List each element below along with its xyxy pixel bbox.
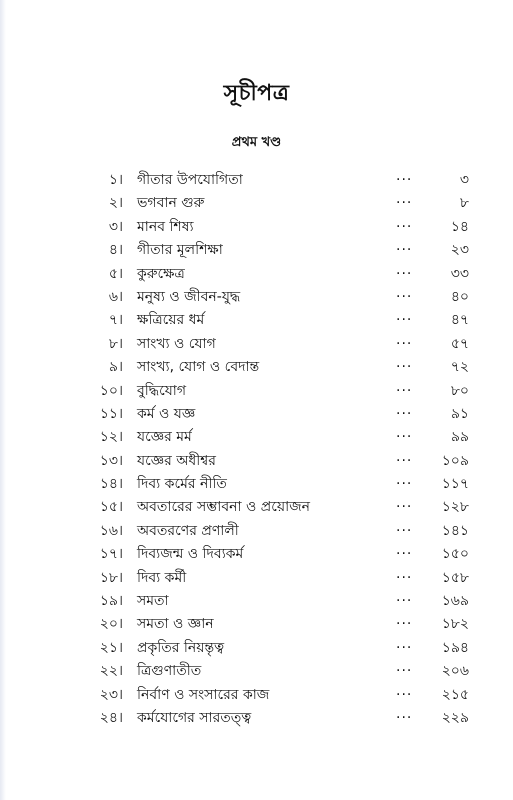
chapter-number: ৬। xyxy=(108,288,123,305)
dot-leader: ... xyxy=(396,238,413,255)
dot-leader: ... xyxy=(396,168,413,184)
page-number: ১৯৪ xyxy=(441,639,469,656)
page-number: ৫৭ xyxy=(450,335,469,352)
chapter-number: ২৩। xyxy=(99,686,123,703)
toc-entry xyxy=(0,446,513,469)
chapter-number: ১৫। xyxy=(99,499,123,516)
chapter-title: দিব্য কর্মের নীতি xyxy=(137,476,227,493)
chapter-number: ২। xyxy=(108,195,123,212)
chapter-number: ১৩। xyxy=(99,452,123,469)
dot-leader: ... xyxy=(396,401,413,418)
page-number: ১১৭ xyxy=(441,476,469,493)
toc-entry xyxy=(0,235,513,258)
chapter-title: অবতারের সম্ভাবনা ও প্রয়োজন xyxy=(137,499,311,516)
chapter-number: ২০। xyxy=(99,616,123,633)
dot-leader: ... xyxy=(396,308,413,325)
dot-leader: ... xyxy=(396,589,413,606)
dot-leader: ... xyxy=(396,635,413,652)
chapter-number: ৫। xyxy=(108,265,123,282)
dot-leader: ... xyxy=(396,331,413,348)
chapter-number: ১। xyxy=(108,172,123,188)
dot-leader: ... xyxy=(396,378,413,395)
toc-entry xyxy=(0,656,513,679)
dot-leader: ... xyxy=(396,214,413,231)
toc-entry xyxy=(0,469,513,492)
toc-entry xyxy=(0,563,513,586)
toc-entry xyxy=(0,399,513,422)
dot-leader: ... xyxy=(396,355,413,372)
dot-leader: ... xyxy=(396,612,413,629)
chapter-title: মানব শিষ্য xyxy=(137,218,194,235)
page-number: ১৫৮ xyxy=(441,569,469,586)
page-number: ৪০ xyxy=(450,288,469,305)
chapter-title: কর্ম ও যজ্ঞ xyxy=(137,405,196,422)
page-number: ২৩ xyxy=(450,242,469,259)
toc-entry xyxy=(0,680,513,703)
table-of-contents xyxy=(0,165,513,726)
chapter-title: ভগবান গুরু xyxy=(137,195,205,212)
chapter-title: কুরুক্ষেত্র xyxy=(137,265,185,282)
dot-leader: ... xyxy=(396,472,413,489)
chapter-title: গীতার উপযোগিতা xyxy=(137,172,243,188)
page-number: ১০৯ xyxy=(441,452,469,469)
chapter-number: ২১। xyxy=(99,639,123,656)
page-number: ১৪১ xyxy=(441,522,469,539)
page-number: ৭২ xyxy=(450,359,469,376)
part-heading: প্রথম খণ্ড xyxy=(231,135,282,150)
page-number: ১৬৯ xyxy=(441,593,469,610)
toc-entry xyxy=(0,305,513,328)
dot-leader: ... xyxy=(396,495,413,512)
toc-entry xyxy=(0,352,513,375)
toc-entry xyxy=(0,539,513,562)
page-number: ৪৭ xyxy=(450,312,469,329)
page-number: ২২৯ xyxy=(441,709,469,726)
chapter-title: ক্ষত্রিয়ের ধর্ম xyxy=(137,312,205,329)
page-number: ৮০ xyxy=(450,382,469,399)
chapter-title: দিব্য কর্মী xyxy=(137,569,187,586)
dot-leader: ... xyxy=(396,191,413,208)
page-number: ১২৮ xyxy=(441,499,469,516)
chapter-title: গীতার মূলশিক্ষা xyxy=(137,242,223,259)
dot-leader: ... xyxy=(396,659,413,676)
chapter-title: যজ্ঞের অধীশ্বর xyxy=(137,452,216,469)
chapter-title: প্রকৃতির নিয়ন্তৃত্ব xyxy=(137,639,225,656)
dot-leader: ... xyxy=(396,284,413,301)
chapter-title: সাংখ্য, যোগ ও বেদান্ত xyxy=(137,359,260,376)
dot-leader: ... xyxy=(396,705,413,722)
chapter-number: ১১। xyxy=(99,405,123,422)
toc-entry xyxy=(0,188,513,211)
page-number: ৩ xyxy=(459,172,469,188)
page-number: ২০৬ xyxy=(441,663,469,680)
dot-leader: ... xyxy=(396,425,413,442)
chapter-number: ১০। xyxy=(99,382,123,399)
chapter-title: যজ্ঞের মর্ম xyxy=(137,429,192,446)
chapter-title: সমতা ও জ্ঞান xyxy=(137,616,214,633)
page-number: ৩৩ xyxy=(450,265,469,282)
chapter-title: সাংখ্য ও যোগ xyxy=(137,335,216,352)
page-number: ৯১ xyxy=(450,405,469,422)
chapter-title: বুদ্ধিযোগ xyxy=(137,382,186,399)
page-number: ৮ xyxy=(459,195,469,212)
chapter-number: ৪। xyxy=(108,242,123,259)
toc-entry xyxy=(0,633,513,656)
chapter-number: ২৪। xyxy=(99,709,123,726)
chapter-number: ১৪। xyxy=(99,476,123,493)
toc-entry xyxy=(0,422,513,445)
toc-entry xyxy=(0,165,513,188)
dot-leader: ... xyxy=(396,448,413,465)
page-number: ৯৯ xyxy=(450,429,469,446)
toc-entry xyxy=(0,516,513,539)
page-number: ২১৫ xyxy=(441,686,469,703)
page-number: ১৮২ xyxy=(441,616,469,633)
toc-entry xyxy=(0,212,513,235)
toc-entry xyxy=(0,282,513,305)
dot-leader: ... xyxy=(396,518,413,535)
page-title: সূচীপত্র xyxy=(223,81,290,106)
chapter-number: ১৯। xyxy=(99,593,123,610)
chapter-number: ১২। xyxy=(99,429,123,446)
chapter-number: ১৬। xyxy=(99,522,123,539)
chapter-number: ৩। xyxy=(108,218,123,235)
dot-leader: ... xyxy=(396,542,413,559)
dot-leader: ... xyxy=(396,682,413,699)
chapter-number: ৮। xyxy=(108,335,123,352)
dot-leader: ... xyxy=(396,261,413,278)
chapter-title: নির্বাণ ও সংসারের কাজ xyxy=(137,686,270,703)
chapter-title: কর্মযোগের সারতত্ত্ব xyxy=(137,709,252,726)
toc-entry xyxy=(0,703,513,726)
toc-entry xyxy=(0,329,513,352)
chapter-title: দিব্যজন্ম ও দিব্যকর্ম xyxy=(137,546,244,563)
page-number: ১৪ xyxy=(450,218,469,235)
chapter-title: ত্রিগুণাতীত xyxy=(137,663,202,680)
toc-entry xyxy=(0,586,513,609)
toc-entry xyxy=(0,376,513,399)
chapter-title: অবতরণের প্রণালী xyxy=(137,522,239,539)
chapter-number: ৭। xyxy=(108,312,123,329)
chapter-number: ২২। xyxy=(99,663,123,680)
chapter-number: ১৮। xyxy=(99,569,123,586)
chapter-title: মনুষ্য ও জীবন-যুদ্ধ xyxy=(137,288,241,305)
chapter-title: সমতা xyxy=(137,593,169,610)
chapter-number: ৯। xyxy=(108,359,123,376)
chapter-number: ১৭। xyxy=(99,546,123,563)
toc-entry xyxy=(0,259,513,282)
toc-entry xyxy=(0,609,513,632)
page-number: ১৫০ xyxy=(441,546,469,563)
dot-leader: ... xyxy=(396,565,413,582)
toc-entry xyxy=(0,492,513,515)
